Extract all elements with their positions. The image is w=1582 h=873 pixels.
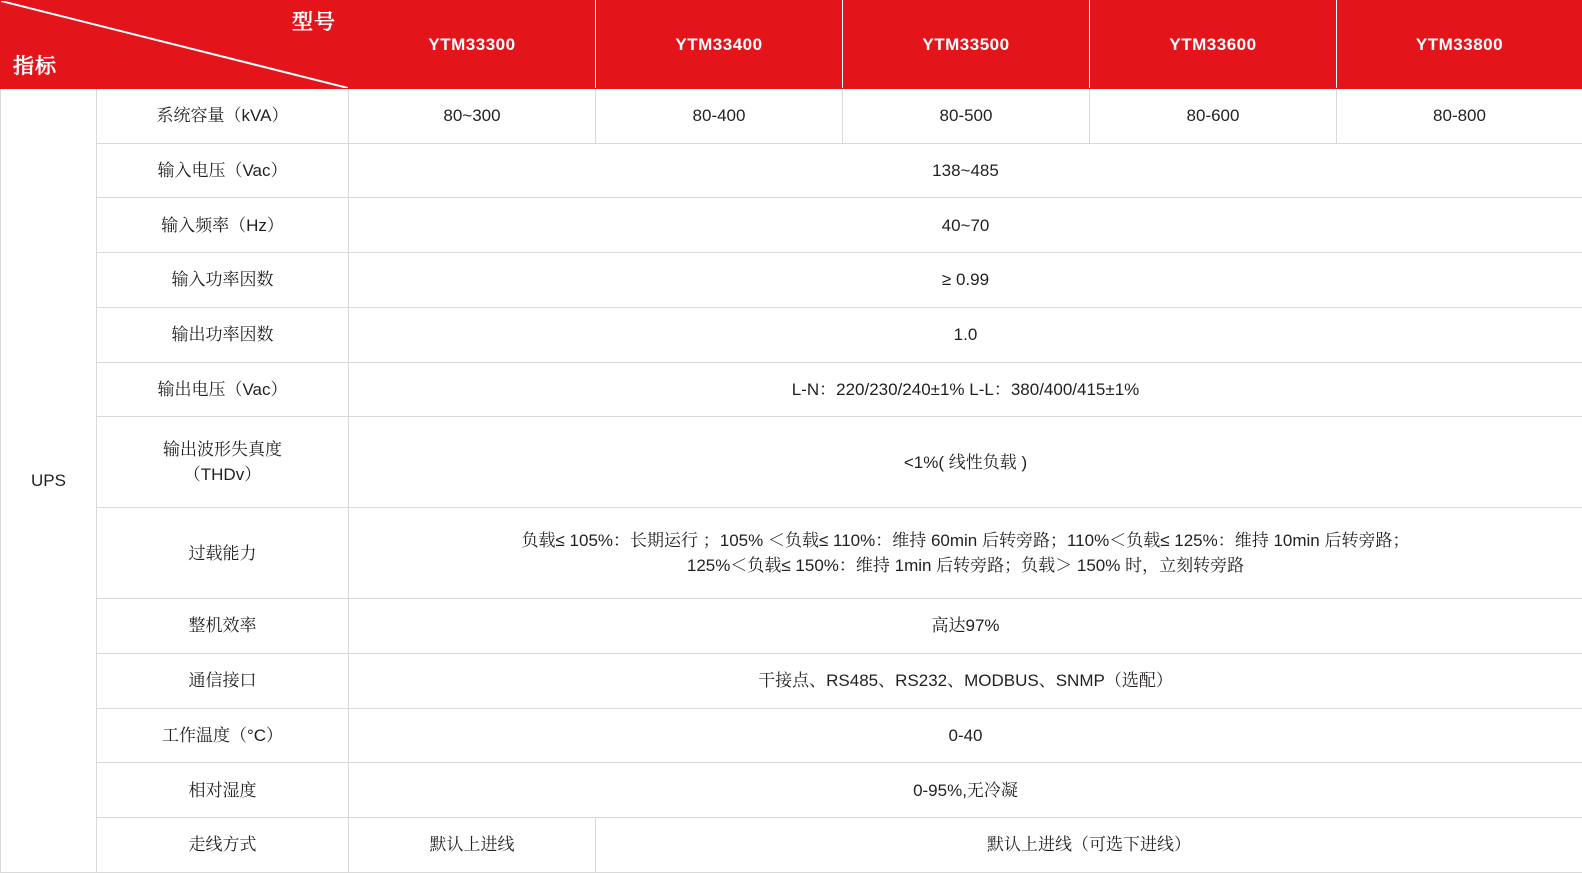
table-header-row	[1, 1, 1582, 89]
table-row	[1, 362, 1582, 417]
cell-input-power-factor-value: ≥ 0.99	[349, 253, 1582, 308]
cell-capacity-ytm33300: 80~300	[349, 89, 596, 144]
table-row	[1, 253, 1582, 308]
cell-output-voltage-value: L-N：220/230/240±1% L-L：380/400/415±1%	[349, 362, 1582, 417]
row-label-input-voltage: 输入电压（Vac）	[97, 143, 349, 198]
row-label-communication-interface: 通信接口	[97, 653, 349, 708]
cell-cable-routing-rest: 默认上进线（可选下进线）	[596, 818, 1582, 873]
cell-capacity-ytm33800: 80-800	[1337, 89, 1582, 144]
cell-relative-humidity-value: 0-95%,无冷凝	[349, 763, 1582, 818]
cell-cable-routing-ytm33300: 默认上进线	[349, 818, 596, 873]
overload-line2: 125%＜负载≤ 150%：维持 1min 后转旁路；负载＞ 150% 时，立刻转旁路	[686, 556, 1245, 576]
row-label-output-thd-line2: （THDv）	[183, 465, 262, 485]
table-row	[1, 508, 1582, 599]
cell-operating-temperature-value: 0-40	[349, 708, 1582, 763]
overload-line1: 负载≤ 105%：长期运行 ；105% ＜负载≤ 110%：维持 60min 后转旁路；110%＜负载≤ 125%：维持 10min 后转旁路；	[521, 530, 1410, 550]
cell-input-voltage-value: 138~485	[349, 143, 1582, 198]
row-label-system-capacity: 系统容量（kVA）	[97, 89, 349, 144]
cell-overload-capacity-value	[349, 508, 1582, 599]
table-row	[1, 89, 1582, 144]
cell-output-power-factor-value: 1.0	[349, 307, 1582, 362]
table-row	[1, 818, 1582, 873]
group-label-ups: UPS	[1, 89, 97, 873]
row-label-operating-temperature: 工作温度（°C）	[97, 708, 349, 763]
header-index-label: 指标	[13, 54, 57, 78]
cell-output-thd-value: <1%( 线性负载 )	[349, 417, 1582, 508]
table-row	[1, 143, 1582, 198]
header-model-ytm33300: YTM33300	[349, 1, 596, 89]
row-label-input-power-factor: 输入功率因数	[97, 253, 349, 308]
row-label-output-voltage: 输出电压（Vac）	[97, 362, 349, 417]
row-label-input-frequency: 输入频率（Hz）	[97, 198, 349, 253]
cell-communication-interface-value: 干接点、RS485、RS232、MODBUS、SNMP（选配）	[349, 653, 1582, 708]
header-model-ytm33500: YTM33500	[843, 1, 1090, 89]
cell-overall-efficiency-value: 高达97%	[349, 599, 1582, 654]
table-row	[1, 763, 1582, 818]
table-row	[1, 708, 1582, 763]
table-row	[1, 198, 1582, 253]
row-label-output-thd-line1: 输出波形失真度	[163, 439, 282, 459]
table-row	[1, 599, 1582, 654]
cell-capacity-ytm33400: 80-400	[596, 89, 843, 144]
header-model-label: 型号	[292, 11, 336, 34]
header-model-ytm33800: YTM33800	[1337, 1, 1582, 89]
row-label-output-thd	[97, 417, 349, 508]
header-model-ytm33400: YTM33400	[596, 1, 843, 89]
cell-input-frequency-value: 40~70	[349, 198, 1582, 253]
header-model-ytm33600: YTM33600	[1090, 1, 1337, 89]
table-row	[1, 307, 1582, 362]
cell-capacity-ytm33600: 80-600	[1090, 89, 1337, 144]
header-corner-cell	[1, 1, 349, 89]
row-label-overload-capacity: 过载能力	[97, 508, 349, 599]
table-row	[1, 653, 1582, 708]
row-label-relative-humidity: 相对湿度	[97, 763, 349, 818]
table-row	[1, 417, 1582, 508]
row-label-cable-routing: 走线方式	[97, 818, 349, 873]
row-label-overall-efficiency: 整机效率	[97, 599, 349, 654]
row-label-output-power-factor: 输出功率因数	[97, 307, 349, 362]
cell-capacity-ytm33500: 80-500	[843, 89, 1090, 144]
